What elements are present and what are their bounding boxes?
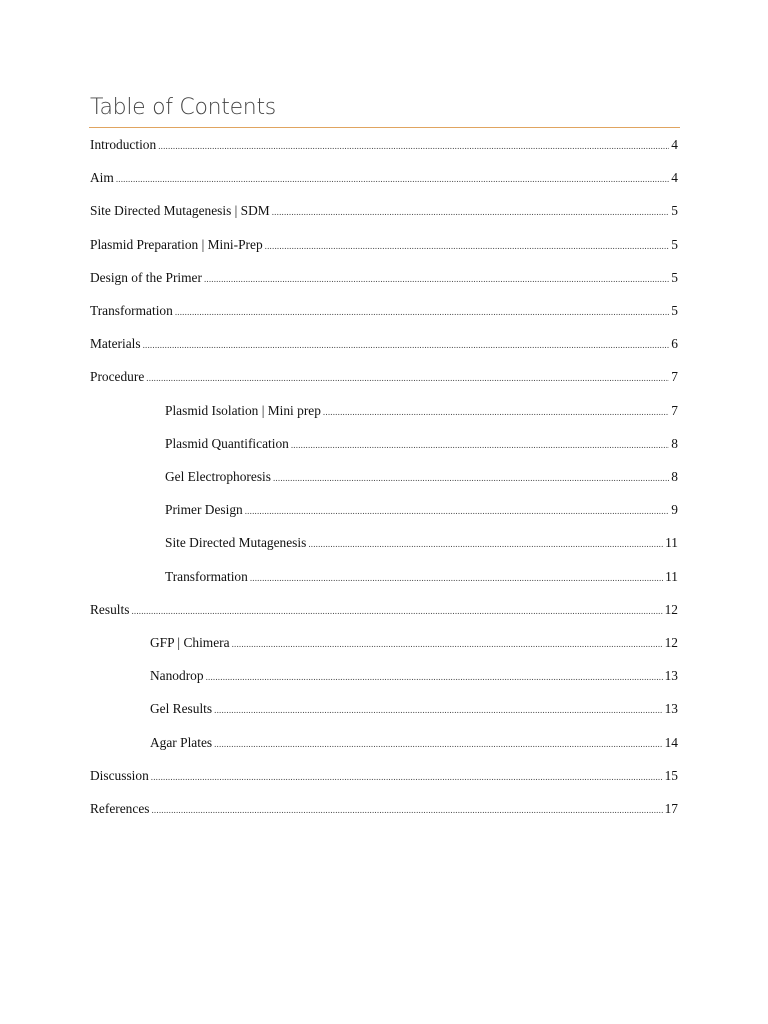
toc-entry-page-number: 15 [664,768,678,783]
toc-entry-label: Introduction [90,137,157,152]
toc-entry[interactable] [165,469,678,487]
toc-entry-page-number: 4 [671,137,678,152]
dot-leader [250,573,663,583]
dot-leader [204,274,669,284]
dot-leader [146,373,669,383]
toc-entry-label: GFP | Chimera [150,635,230,650]
toc-entry[interactable] [90,801,678,819]
toc-entry[interactable] [165,569,678,587]
toc-entry-label: References [90,801,150,816]
dot-leader [265,241,670,251]
toc-entry[interactable] [90,270,678,288]
toc-entry[interactable] [90,768,678,786]
toc-entry-page-number: 5 [671,270,678,285]
toc-entry-label: Plasmid Quantification [165,436,289,451]
toc-entry[interactable] [90,303,678,321]
dot-leader [151,805,662,815]
toc-entry-page-number: 13 [664,701,678,716]
toc-entry-label: Results [90,602,130,617]
dot-leader [131,606,662,616]
toc-entry-page-number: 5 [671,237,678,252]
toc-entry-label: Plasmid Isolation | Mini prep [165,403,321,418]
toc-entry[interactable] [90,170,678,188]
dot-leader [323,407,669,417]
dot-leader [291,440,669,450]
toc-entry-page-number: 13 [664,668,678,683]
toc-entry-page-number: 7 [671,369,678,384]
toc-entry[interactable] [90,137,678,155]
title-underline [89,127,680,128]
toc-entry[interactable] [90,336,678,354]
toc-entry-page-number: 4 [671,170,678,185]
toc-entry-page-number: 12 [664,602,678,617]
dot-leader [175,307,669,317]
toc-entry[interactable] [90,237,678,255]
toc-entry-page-number: 7 [671,403,678,418]
toc-entry-label: Transformation [165,569,248,584]
dot-leader [158,141,669,151]
dot-leader [245,506,670,516]
toc-entry-label: Site Directed Mutagenesis | SDM [90,203,270,218]
dot-leader [151,772,663,782]
dot-leader [214,705,662,715]
toc-entry[interactable] [165,436,678,454]
dot-leader [116,174,669,184]
toc-entry-page-number: 14 [664,735,678,750]
toc-entry-page-number: 11 [665,535,678,550]
dot-leader [214,739,663,749]
toc-entry-label: Procedure [90,369,145,384]
dot-leader [308,539,663,549]
toc-entry[interactable] [150,635,678,653]
toc-entry-label: Transformation [90,303,173,318]
toc-entry-page-number: 11 [665,569,678,584]
dot-leader [232,639,663,649]
toc-entry-page-number: 9 [671,502,678,517]
toc-entry-page-number: 8 [671,469,678,484]
toc-title: Table of Contents [90,95,276,120]
toc-entry[interactable] [150,735,678,753]
dot-leader [273,473,669,483]
toc-entry-label: Discussion [90,768,149,783]
toc-entry[interactable] [90,602,678,620]
toc-entry[interactable] [165,502,678,520]
toc-entry-label: Site Directed Mutagenesis [165,535,307,550]
dot-leader [272,207,670,217]
toc-entry-page-number: 12 [664,635,678,650]
toc-entry-label: Agar Plates [150,735,213,750]
toc-entry-label: Nanodrop [150,668,204,683]
toc-entry[interactable] [90,369,678,387]
toc-entry-page-number: 6 [671,336,678,351]
toc-entry[interactable] [150,668,678,686]
toc-entry-label: Aim [90,170,114,185]
toc-entry-label: Gel Electrophoresis [165,469,271,484]
toc-entry-label: Primer Design [165,502,243,517]
toc-entry-page-number: 8 [671,436,678,451]
toc-entry[interactable] [90,203,678,221]
toc-entry-page-number: 17 [664,801,678,816]
toc-entry[interactable] [165,535,678,553]
toc-entry-label: Plasmid Preparation | Mini-Prep [90,237,263,252]
toc-entry[interactable] [165,403,678,421]
toc-entry[interactable] [150,701,678,719]
toc-entry-page-number: 5 [671,203,678,218]
toc-entry-label: Design of the Primer [90,270,202,285]
toc-entry-page-number: 5 [671,303,678,318]
toc-entry-label: Materials [90,336,141,351]
dot-leader [206,672,663,682]
dot-leader [143,340,670,350]
toc-entry-label: Gel Results [150,701,213,716]
